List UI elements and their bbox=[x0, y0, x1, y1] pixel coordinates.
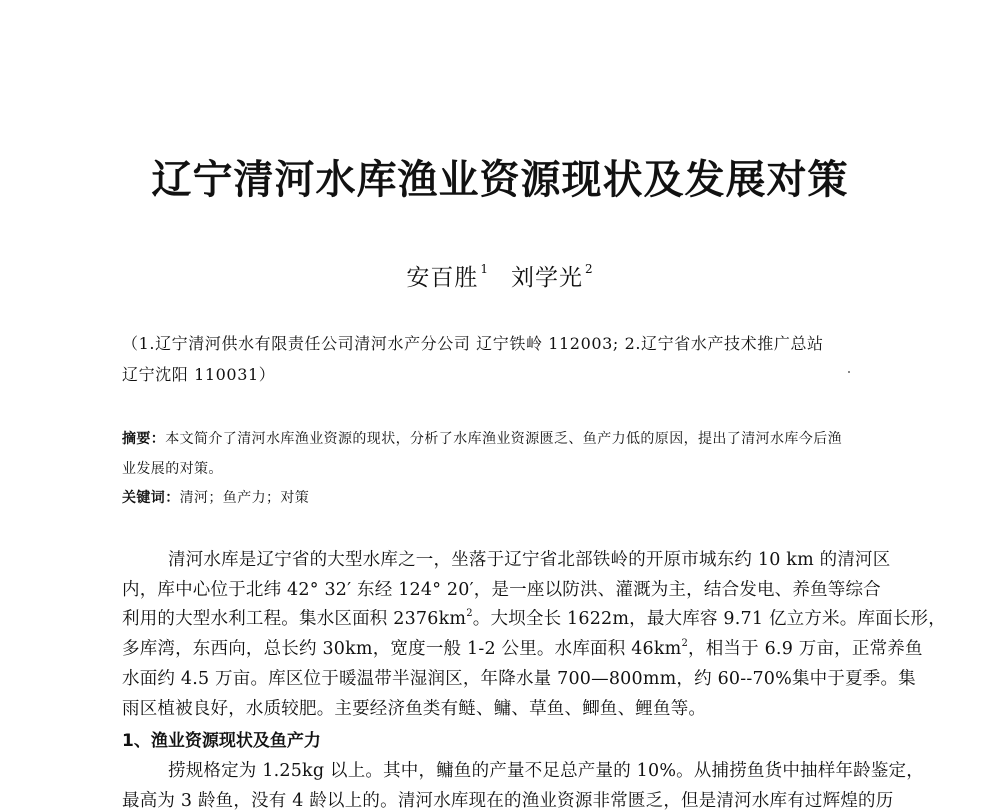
keywords-line bbox=[122, 487, 309, 507]
keywords-label: 关键词： bbox=[122, 490, 180, 506]
body-text-segment: 利用的大型水利工程。集水区面积 2376km bbox=[122, 609, 467, 629]
author-affiliation-mark: 1 bbox=[480, 262, 489, 276]
author-name: 安百胜 bbox=[406, 265, 479, 291]
body-text-line: 捞规格定为 1.25kg 以上。其中，鳙鱼的产量不足总产量的 10%。从捕捞鱼货中抽样年龄鉴定， bbox=[168, 761, 924, 781]
section-heading: 1、渔业资源现状及鱼产力 bbox=[122, 731, 321, 751]
body-text-line: 雨区植被良好，水质较肥。主要经济鱼类有鲢、鳙、草鱼、鲫鱼、鲤鱼等。 bbox=[122, 699, 707, 719]
body-text-line bbox=[122, 605, 946, 630]
abstract-line bbox=[122, 428, 842, 448]
scan-speck bbox=[848, 371, 850, 373]
superscript: 2 bbox=[681, 638, 689, 649]
superscript: 2 bbox=[466, 608, 473, 619]
body-text-line: 清河水库是辽宁省的大型水库之一，坐落于辽宁省北部铁岭的开原市城东约 10 km 的清河区 bbox=[168, 550, 891, 570]
body-text-segment: 。大坝全长 1622m，最大库容 9.71 亿立方米。库面长形， bbox=[472, 609, 946, 629]
body-text-line bbox=[122, 635, 923, 660]
body-text-segment: 多库湾，东西向，总长约 30km，宽度一般 1-2 公里。水库面积 46km bbox=[122, 639, 682, 659]
abstract-label: 摘要： bbox=[122, 431, 166, 447]
abstract-line: 业发展的对策。 bbox=[122, 461, 223, 477]
affiliation-line: （1.辽宁清河供水有限责任公司清河水产分公司 辽宁铁岭 112003; 2.辽宁省水产技术推广总站 bbox=[122, 334, 824, 353]
body-text-line: 水面约 4.5 万亩。库区位于暖温带半湿润区，年降水量 700—800mm，约 60--70%集中于夏季。集 bbox=[122, 669, 916, 689]
authors bbox=[0, 259, 1000, 292]
body-text-segment: ，相当于 6.9 万亩，正常养鱼 bbox=[688, 639, 923, 659]
abstract-text: 本文简介了清河水库渔业资源的现状，分析了水库渔业资源匮乏、鱼产力低的原因，提出了清河水库今后渔 bbox=[165, 431, 842, 447]
author-affiliation-mark: 2 bbox=[585, 262, 594, 276]
keywords-text: 清河；鱼产力；对策 bbox=[179, 490, 310, 506]
affiliation-line: 辽宁沈阳 110031） bbox=[122, 365, 276, 384]
body-text-line: 最高为 3 龄鱼，没有 4 龄以上的。清河水库现在的渔业资源非常匮乏，但是清河水库有过辉煌的历 bbox=[122, 791, 894, 811]
body-text-line: 内，库中心位于北纬 42° 32′ 东经 124° 20′，是一座以防洪、灌溉为主，结合发电、养鱼等综合 bbox=[122, 580, 881, 600]
author-name: 刘学光 bbox=[511, 265, 583, 291]
page-title: 辽宁清河水库渔业资源现状及发展对策 bbox=[151, 157, 849, 203]
